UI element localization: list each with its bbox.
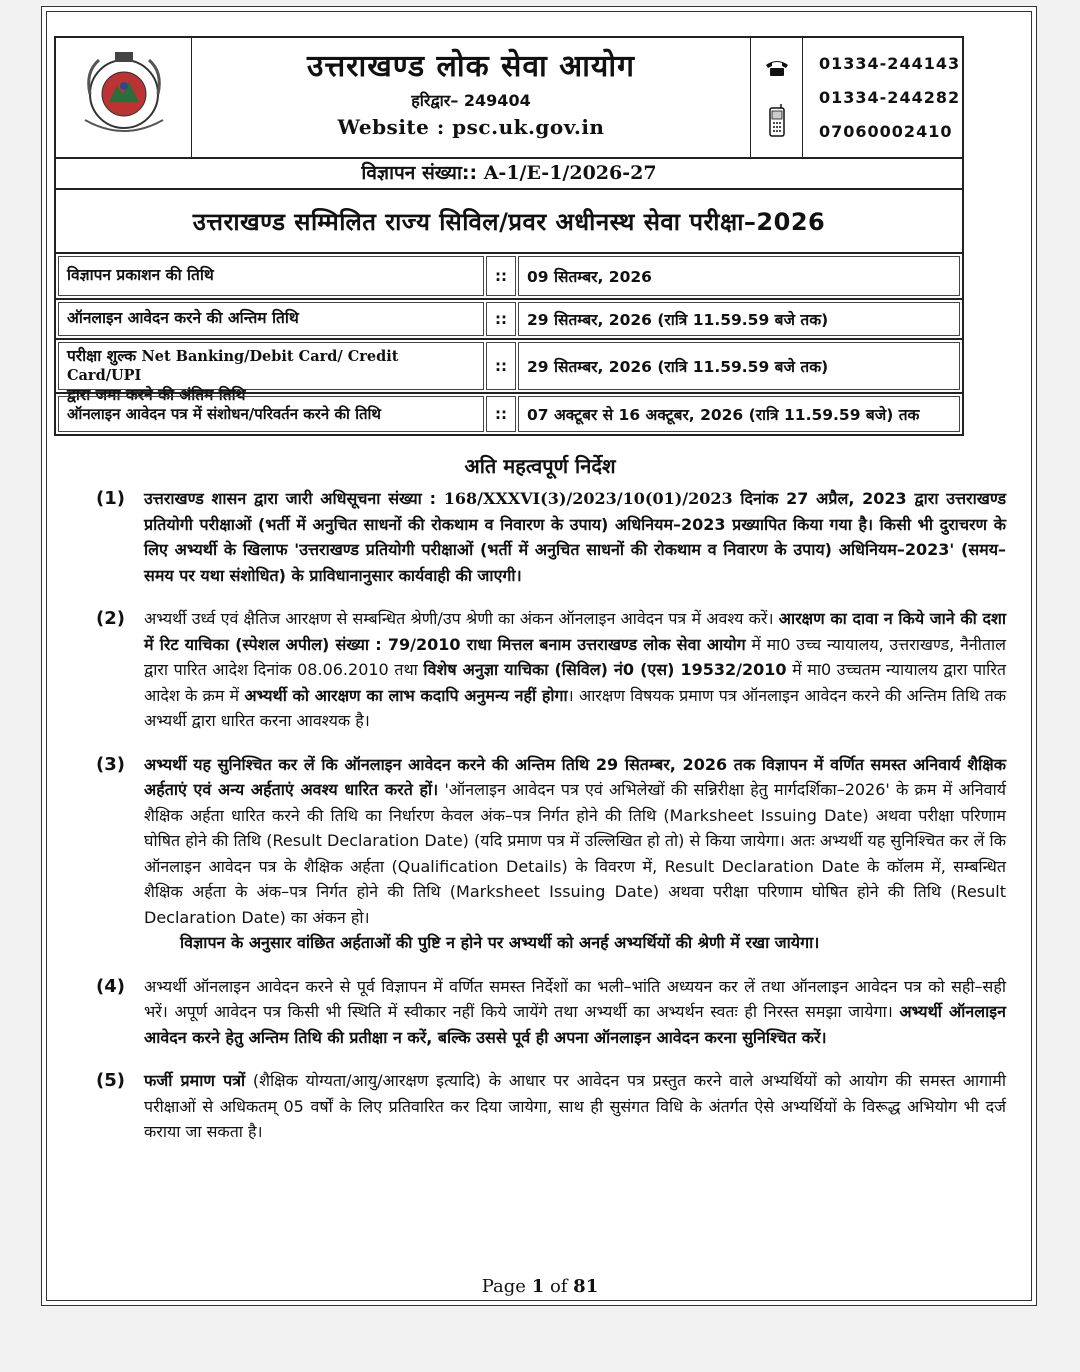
- item-text-part: अभ्यर्थी यह सुनिश्चित कर लें कि ऑनलाइन आवेदन करने की अन्तिम तिथि 29 सितम्बर, 2026 तक विज्ञापन में वर्णित समस्त अनिवार्य शैक्षिक अर्हताएं एवं अन्य अर्हताएं अवश्य धारित करते हों।: [144, 754, 1006, 799]
- advertisement-label: विज्ञापन संख्या::: [361, 162, 478, 184]
- date-value: 07 अक्टूबर से 16 अक्टूबर, 2026 (रात्रि 11.59.59 बजे) तक: [518, 396, 960, 432]
- date-separator: ::: [486, 342, 516, 390]
- logo-box: [56, 38, 192, 157]
- date-separator: ::: [486, 396, 516, 432]
- phone-numbers: [802, 38, 962, 157]
- date-label: विज्ञापन प्रकाशन की तिथि: [58, 256, 484, 296]
- list-item: [96, 486, 1006, 588]
- date-value: 09 सितम्बर, 2026: [518, 256, 960, 296]
- org-title-block: [192, 38, 750, 157]
- footer-prefix: Page: [481, 1276, 532, 1297]
- date-label: ऑनलाइन आवेदन पत्र में संशोधन/परिवर्तन करने की तिथि: [58, 396, 484, 432]
- list-item: [96, 752, 1006, 956]
- item-number: (3): [96, 753, 125, 775]
- advertisement-number-row: [54, 158, 964, 190]
- list-item: [96, 1068, 1006, 1145]
- date-separator: ::: [486, 302, 516, 336]
- footer-total-pages: 81: [573, 1276, 599, 1297]
- item-text-part: आरक्षण का दावा न किये जाने की दशा में रिट याचिका (स्पेशल अपील) संख्या : 79/2010 राधा मित्तल बनाम उत्तराखण्ड लोक सेवा आयोग: [144, 609, 1007, 654]
- letterhead: [54, 36, 964, 158]
- date-row: [56, 298, 962, 338]
- org-title: उत्तराखण्ड लोक सेवा आयोग: [307, 49, 635, 84]
- org-city: हरिद्वार– 249404: [411, 91, 531, 110]
- date-row: [56, 338, 962, 404]
- item-text-part: दिनांक 27 अप्रैल, 2023 द्वारा उत्तराखण्ड प्रतियोगी परीक्षाओं (भर्ती में अनुचित साधनों की रोकथाम व निवारण के उपाय) अधिनियम–2023 प्रख्यापित किया गया है। किसी भी दुराचरण के लिए अभ्यर्थी के खिलाफ 'उत्तराखण्ड प्रतियोगी परीक्षाओं (भर्ती में अनुचित साधनों की रोकथाम व निवारण के उपाय) अधिनियम–2023' (समय–समय पर यथा संशोधित) के प्राविधानानुसार कार्यवाही की जाएगी।: [144, 489, 1006, 585]
- footer-middle: of: [544, 1276, 574, 1297]
- date-value: 29 सितम्बर, 2026 (रात्रि 11.59.59 बजे तक): [518, 342, 960, 390]
- item-text-part: विशेष अनुज्ञा याचिका (सिविल) नं0 (एस) 19532/2010: [423, 660, 787, 679]
- date-value: 29 सितम्बर, 2026 (रात्रि 11.59.59 बजे तक): [518, 302, 960, 336]
- fee-label-a: परीक्षा शुल्क: [67, 347, 137, 365]
- item-text: [144, 974, 1006, 1051]
- date-row: [56, 392, 962, 434]
- item-text-part: 168/XXXVI(3)/2023/10(01)/2023: [443, 489, 733, 508]
- footer-page-number: 1: [531, 1276, 545, 1297]
- item-text-part: अभ्यर्थी ऑनलाइन आवेदन करने हेतु अन्तिम तिथि की प्रतीक्षा न करें, बल्कि उससे पूर्व ही अपना ऑनलाइन आवेदन करना सुनिश्चित करें।: [144, 1002, 1006, 1047]
- item-text-part: में मा0 उच्चतम न्यायालय द्वारा पारित आदेश के क्रम में: [144, 660, 1006, 705]
- item-text-part: अभ्यर्थी ऑनलाइन आवेदन करने से पूर्व विज्ञापन में वर्णित समस्त निर्देशों का भली–भांति अध्ययन कर लें तथा ऑनलाइन आवेदन पत्र को सही–सही भरें। अपूर्ण आवेदन पत्र किसी भी स्थिति में स्वीकार नहीं किये जायेंगे तथा अभ्यर्थी का अभ्यर्थन स्वतः ही निरस्त समझा जायेगा।: [144, 976, 1006, 1021]
- item-text-part: अभ्यर्थी उर्ध्व एवं क्षैतिज आरक्षण से सम्बन्धित श्रेणी/उप श्रेणी का अंकन ऑनलाइन आवेदन पत्र में अवश्य करें।: [144, 609, 779, 628]
- page-footer: [0, 1276, 1080, 1297]
- fee-label-c: द्वारा जमा करने की अंतिम तिथि: [67, 385, 246, 404]
- item-text: [144, 606, 1006, 734]
- date-label: [58, 342, 484, 404]
- instructions-heading: अति महत्वपूर्ण निर्देश: [464, 454, 616, 478]
- important-dates-table: [54, 254, 964, 436]
- telephone-icon: [764, 57, 790, 77]
- item-text-part: में मा0 उच्च न्यायालय, उत्तराखण्ड, नैनीताल द्वारा पारित आदेश दिनांक 08.06.2010 तथा: [144, 634, 1006, 679]
- date-label: ऑनलाइन आवेदन करने की अन्तिम तिथि: [58, 302, 484, 336]
- item-number: (2): [96, 608, 125, 629]
- item-text-part: 'ऑनलाइन आवेदन पत्र एवं अभिलेखों की सन्निरीक्षा हेतु मार्गदर्शिका–2026' के क्रम में अनिवार्य शैक्षिक अर्हता धारित करने की तिथि का निर्धारण केवल अंक–पत्र निर्गत होने की तिथि (Marksheet Issuing Date) अथवा परीक्षा परिणाम घोषित होने की तिथि (Result Declaration Date) (यदि प्रमाण पत्र में उल्लिखित हो तो) से किया जायेगा। अतः अभ्यर्थी यह सुनिश्चित कर लें कि ऑनलाइन आवेदन पत्र के शैक्षिक अर्हता (Qualification Details) के विवरण में, Result Declaration Date के कॉलम में, सम्बन्धित शैक्षिक अर्हता के अंक–पत्र निर्गत होने की तिथि (Marksheet Issuing Date) अथवा परीक्षा परिणाम घोषित होने की तिथि (Result Declaration Date) का अंकन हो।: [144, 780, 1006, 927]
- item-number: (5): [96, 1070, 125, 1091]
- date-separator: ::: [486, 256, 516, 296]
- advertisement-number: A-1/E-1/2026-27: [483, 162, 657, 184]
- phone-number-2: 01334-244282: [819, 87, 961, 107]
- item-number: (1): [96, 488, 125, 509]
- item-number: (4): [96, 975, 125, 997]
- mobile-phone-icon: [767, 104, 787, 138]
- item-text: [144, 486, 1006, 588]
- item-text: [144, 752, 1006, 956]
- item-text-part: विज्ञापन के अनुसार वांछित अर्हताओं की पुष्टि न होने पर अभ्यर्थी को अनर्ह अभ्यर्थियों की श्रेणी में रखा जायेगा।: [180, 933, 820, 952]
- item-text-part: अभ्यर्थी को आरक्षण का लाभ कदापि अनुमन्य नहीं होगा: [244, 685, 568, 705]
- instructions-list: [96, 486, 1006, 1163]
- contact-icons: [750, 38, 802, 157]
- list-item: [96, 974, 1006, 1051]
- item-text-part: (शैक्षिक योग्यता/आयु/आरक्षण इत्यादि) के आधार पर आवेदन पत्र प्रस्तुत करने वाले अभ्यर्थियों को आयोग की समस्त आगामी परीक्षाओं से अधिकतम् 05 वर्षों के लिए प्रतिवारित कर दिया जायेगा, साथ ही सुसंगत विधि के अंतर्गत ऐसे अभ्यर्थियों के विरूद्ध अभियोग भी दर्ज कराया जा सकता है।: [144, 1071, 1006, 1141]
- org-website: Website : psc.uk.gov.in: [337, 115, 605, 139]
- exam-title: उत्तराखण्ड सम्मिलित राज्य सिविल/प्रवर अधीनस्थ सेवा परीक्षा–2026: [54, 190, 964, 254]
- uksc-emblem-icon: [65, 42, 183, 154]
- item-text-part: । आरक्षण विषयक प्रमाण पत्र ऑनलाइन आवेदन करने की अन्तिम तिथि तक अभ्यर्थी द्वारा धारित करना आवश्यक है।: [144, 685, 1007, 730]
- date-row: [56, 254, 962, 298]
- mobile-number: 07060002410: [819, 122, 953, 142]
- phone-number-1: 01334-244143: [819, 53, 961, 73]
- item-text: [144, 1068, 1006, 1145]
- item-text-part: उत्तराखण्ड शासन द्वारा जारी अधिसूचना संख्या :: [144, 489, 444, 508]
- item-text-part: फर्जी प्रमाण पत्रों: [144, 1071, 246, 1090]
- list-item: [96, 606, 1006, 734]
- fee-label-b: Net Banking/Debit Card/ Credit Card/UPI: [67, 348, 399, 385]
